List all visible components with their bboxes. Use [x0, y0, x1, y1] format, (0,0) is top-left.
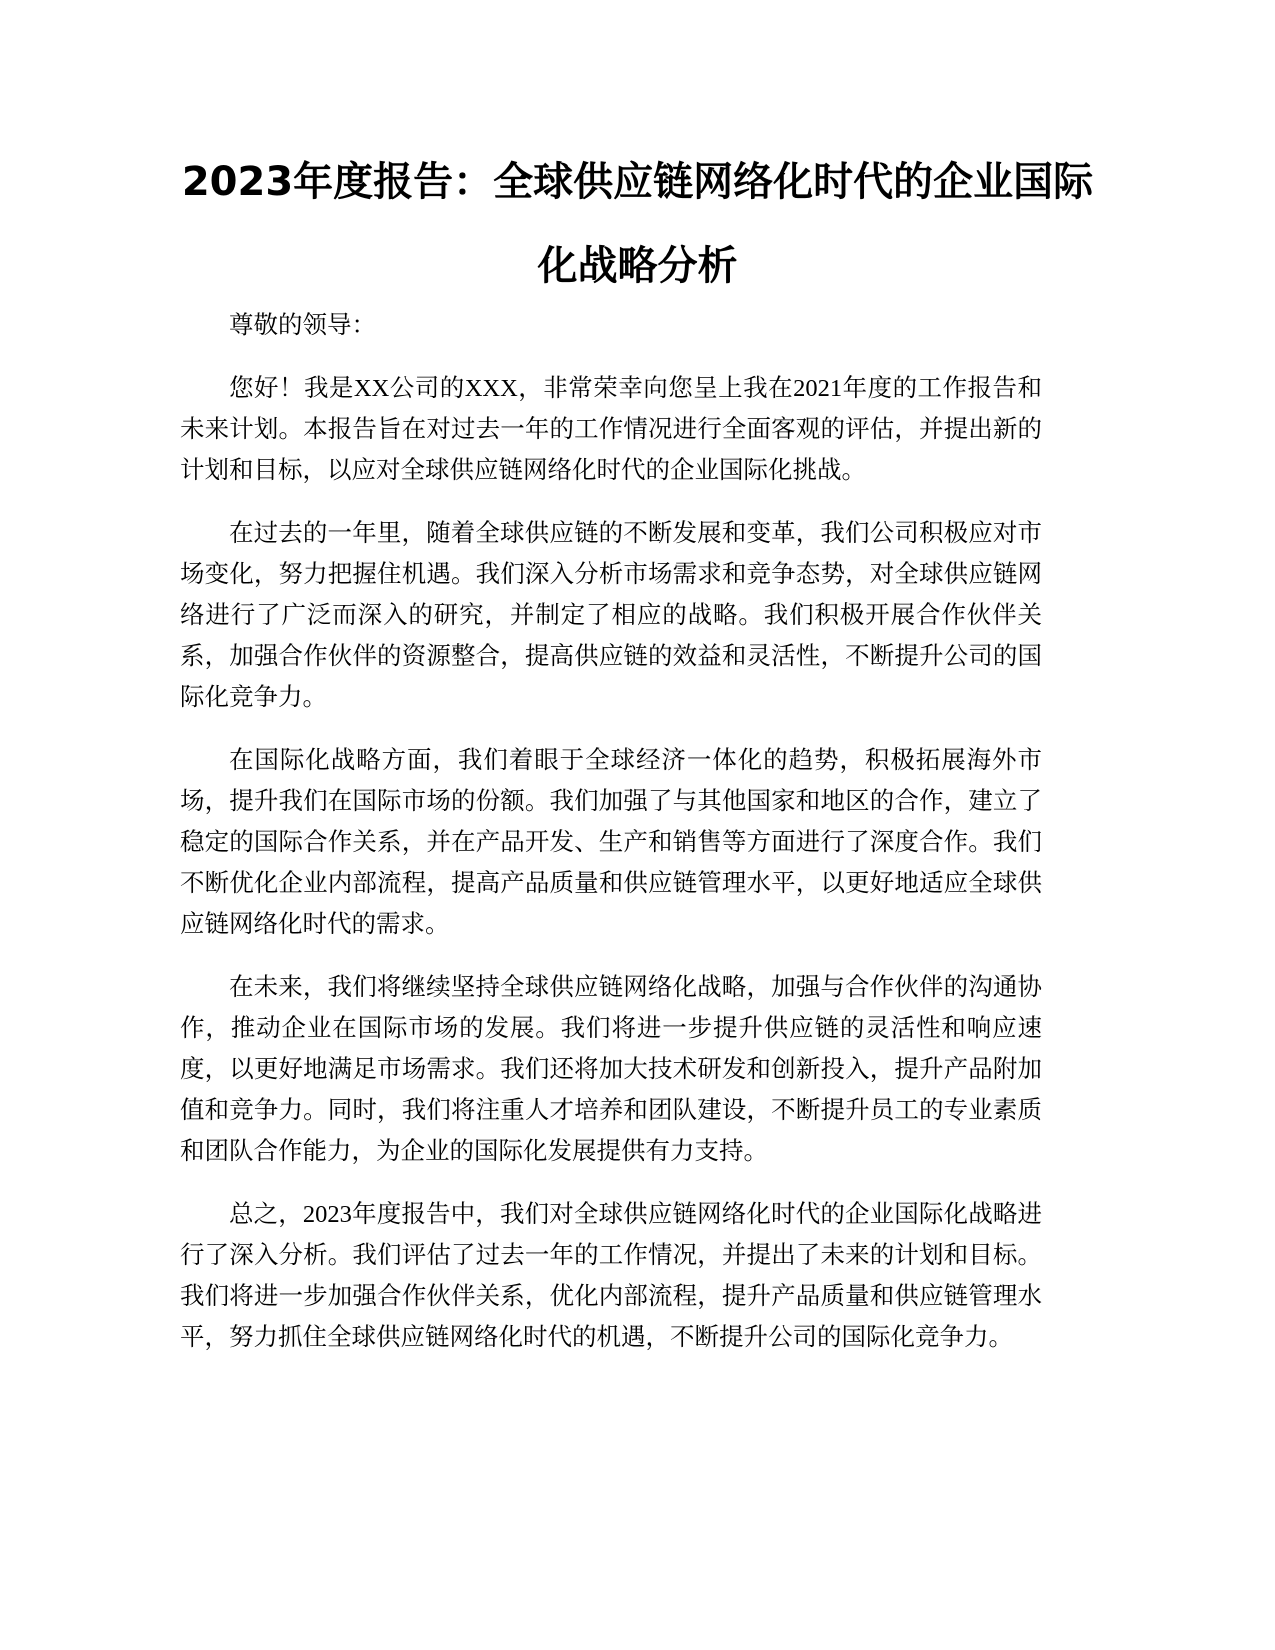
paragraph-4: 在未来，我们将继续坚持全球供应链网络化战略，加强与合作伙伴的沟通协作，推动企业在国际市场的发展。我们将进一步提升供应链的灵活性和响应速度，以更好地满足市场需求。我们还将加大技术研发和创新投入，提升产品附加值和竞争力。同时，我们将注重人才培养和团队建设，不断提升员工的专业素质和团队合作能力，为企业的国际化发展提供有力支持。 [180, 974, 1042, 1165]
document-body [180, 305, 1042, 1380]
salutation: 尊敬的领导： [229, 312, 376, 339]
paragraph-1: 您好！我是XX公司的XXX，非常荣幸向您呈上我在2021年度的工作报告和未来计划。本报告旨在对过去一年的工作情况进行全面客观的评估，并提出新的计划和目标，以应对全球供应链网络化时代的企业国际化挑战。 [180, 375, 1042, 484]
paragraph-2: 在过去的一年里，随着全球供应链的不断发展和变革，我们公司积极应对市场变化，努力把握住机遇。我们深入分析市场需求和竞争态势，对全球供应链网络进行了广泛而深入的研究，并制定了相应的战略。我们积极开展合作伙伴关系，加强合作伙伴的资源整合，提高供应链的效益和灵活性，不断提升公司的国际化竞争力。 [180, 520, 1042, 711]
paragraph-5: 总之，2023年度报告中，我们对全球供应链网络化时代的企业国际化战略进行了深入分析。我们评估了过去一年的工作情况，并提出了未来的计划和目标。我们将进一步加强合作伙伴关系，优化内部流程，提升产品质量和供应链管理水平，努力抓住全球供应链网络化时代的机遇，不断提升公司的国际化竞争力。 [180, 1201, 1042, 1351]
paragraph-3: 在国际化战略方面，我们着眼于全球经济一体化的趋势，积极拓展海外市场，提升我们在国际市场的份额。我们加强了与其他国家和地区的合作，建立了稳定的国际合作关系，并在产品开发、生产和销售等方面进行了深度合作。我们不断优化企业内部流程，提高产品质量和供应链管理水平，以更好地适应全球供应链网络化时代的需求。 [180, 747, 1042, 938]
document-title: 2023年度报告：全球供应链网络化时代的企业国际化战略分析 [181, 159, 1094, 289]
